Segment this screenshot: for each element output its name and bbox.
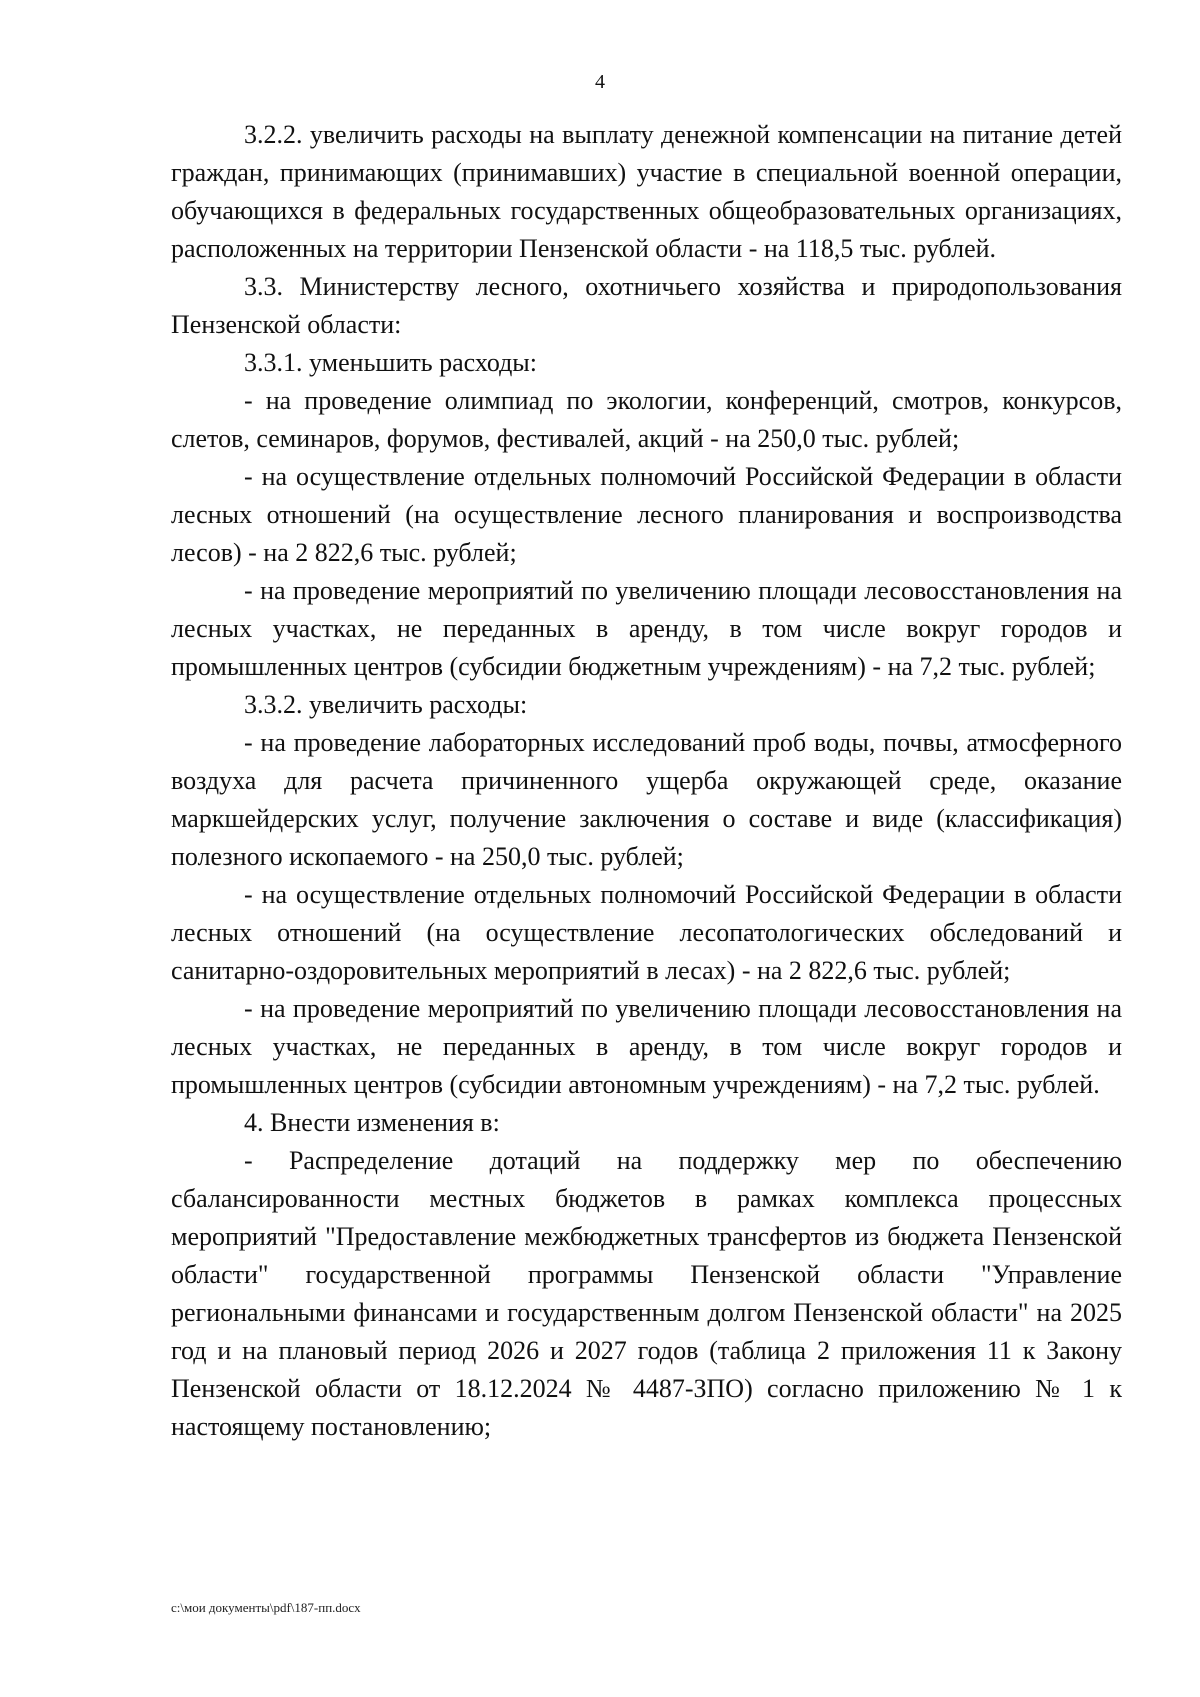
file-path-footer: c:\мои документы\pdf\187-пп.docx (171, 1600, 361, 1615)
paragraph-3-3-2: 3.3.2. увеличить расходы: (244, 690, 528, 719)
paragraph-3-3-1: 3.3.1. уменьшить расходы: (244, 348, 537, 377)
document-body (171, 116, 1122, 1446)
list-item-forest-planning: - на осуществление отдельных полномочий Российской Федерации в области лесных отношений (на осуществление лесного планирования и воспроизводства лесов) - на 2 822,6 тыс. рублей; (171, 462, 1122, 567)
paragraph-3-2-2: 3.2.2. увеличить расходы на выплату денежной компенсации на питание детей граждан, принимающих (принимавших) участие в специальной военной операции, обучающихся в федеральных государственных общеобразовательных организациях, расположенных на территории Пензенской области - на 118,5 тыс. рублей. (171, 120, 1122, 263)
list-item-reforestation-budget: - на проведение мероприятий по увеличению площади лесовосстановления на лесных участках, не переданных в аренду, в том числе вокруг городов и промышленных центров (субсидии бюджетным учреждениям) - на 7,2 тыс. рублей; (171, 576, 1122, 681)
list-item-forest-pathology: - на осуществление отдельных полномочий Российской Федерации в области лесных отношений (на осуществление лесопатологических обследований и санитарно-оздоровительных мероприятий в лесах) - на 2 822,6 тыс. рублей; (171, 880, 1122, 985)
paragraph-3-3: 3.3. Министерству лесного, охотничьего хозяйства и природопользования Пензенской области: (171, 272, 1122, 339)
list-item-olympiads: - на проведение олимпиад по экологии, конференций, смотров, конкурсов, слетов, семинаров, форумов, фестивалей, акций - на 250,0 тыс. рублей; (171, 386, 1122, 453)
list-item-reforestation-autonomous: - на проведение мероприятий по увеличению площади лесовосстановления на лесных участках, не переданных в аренду, в том числе вокруг городов и промышленных центров (субсидии автономным учреждениям) - на 7,2 тыс. рублей. (171, 994, 1122, 1099)
list-item-subsidies-distribution: - Распределение дотаций на поддержку мер по обеспечению сбалансированности местных бюджетов в рамках комплекса процессных мероприятий "Предоставление межбюджетных трансфертов из бюджета Пензенской области" государственной программы Пензенской области "Управление региональными финансами и государственным долгом Пензенской области" на 2025 год и на плановый период 2026 и 2027 годов (таблица 2 приложения 11 к Закону Пензенской области от 18.12.2024 № 4487-ЗПО) согласно приложению № 1 к настоящему постановлению; (171, 1146, 1122, 1441)
list-item-lab-research: - на проведение лабораторных исследований проб воды, почвы, атмосферного воздуха для расчета причиненного ущерба окружающей среде, оказание маркшейдерских услуг, получение заключения о составе и виде (классификация) полезного ископаемого - на 250,0 тыс. рублей; (171, 728, 1122, 871)
page-number: 4 (595, 71, 605, 93)
paragraph-4: 4. Внести изменения в: (244, 1108, 500, 1137)
